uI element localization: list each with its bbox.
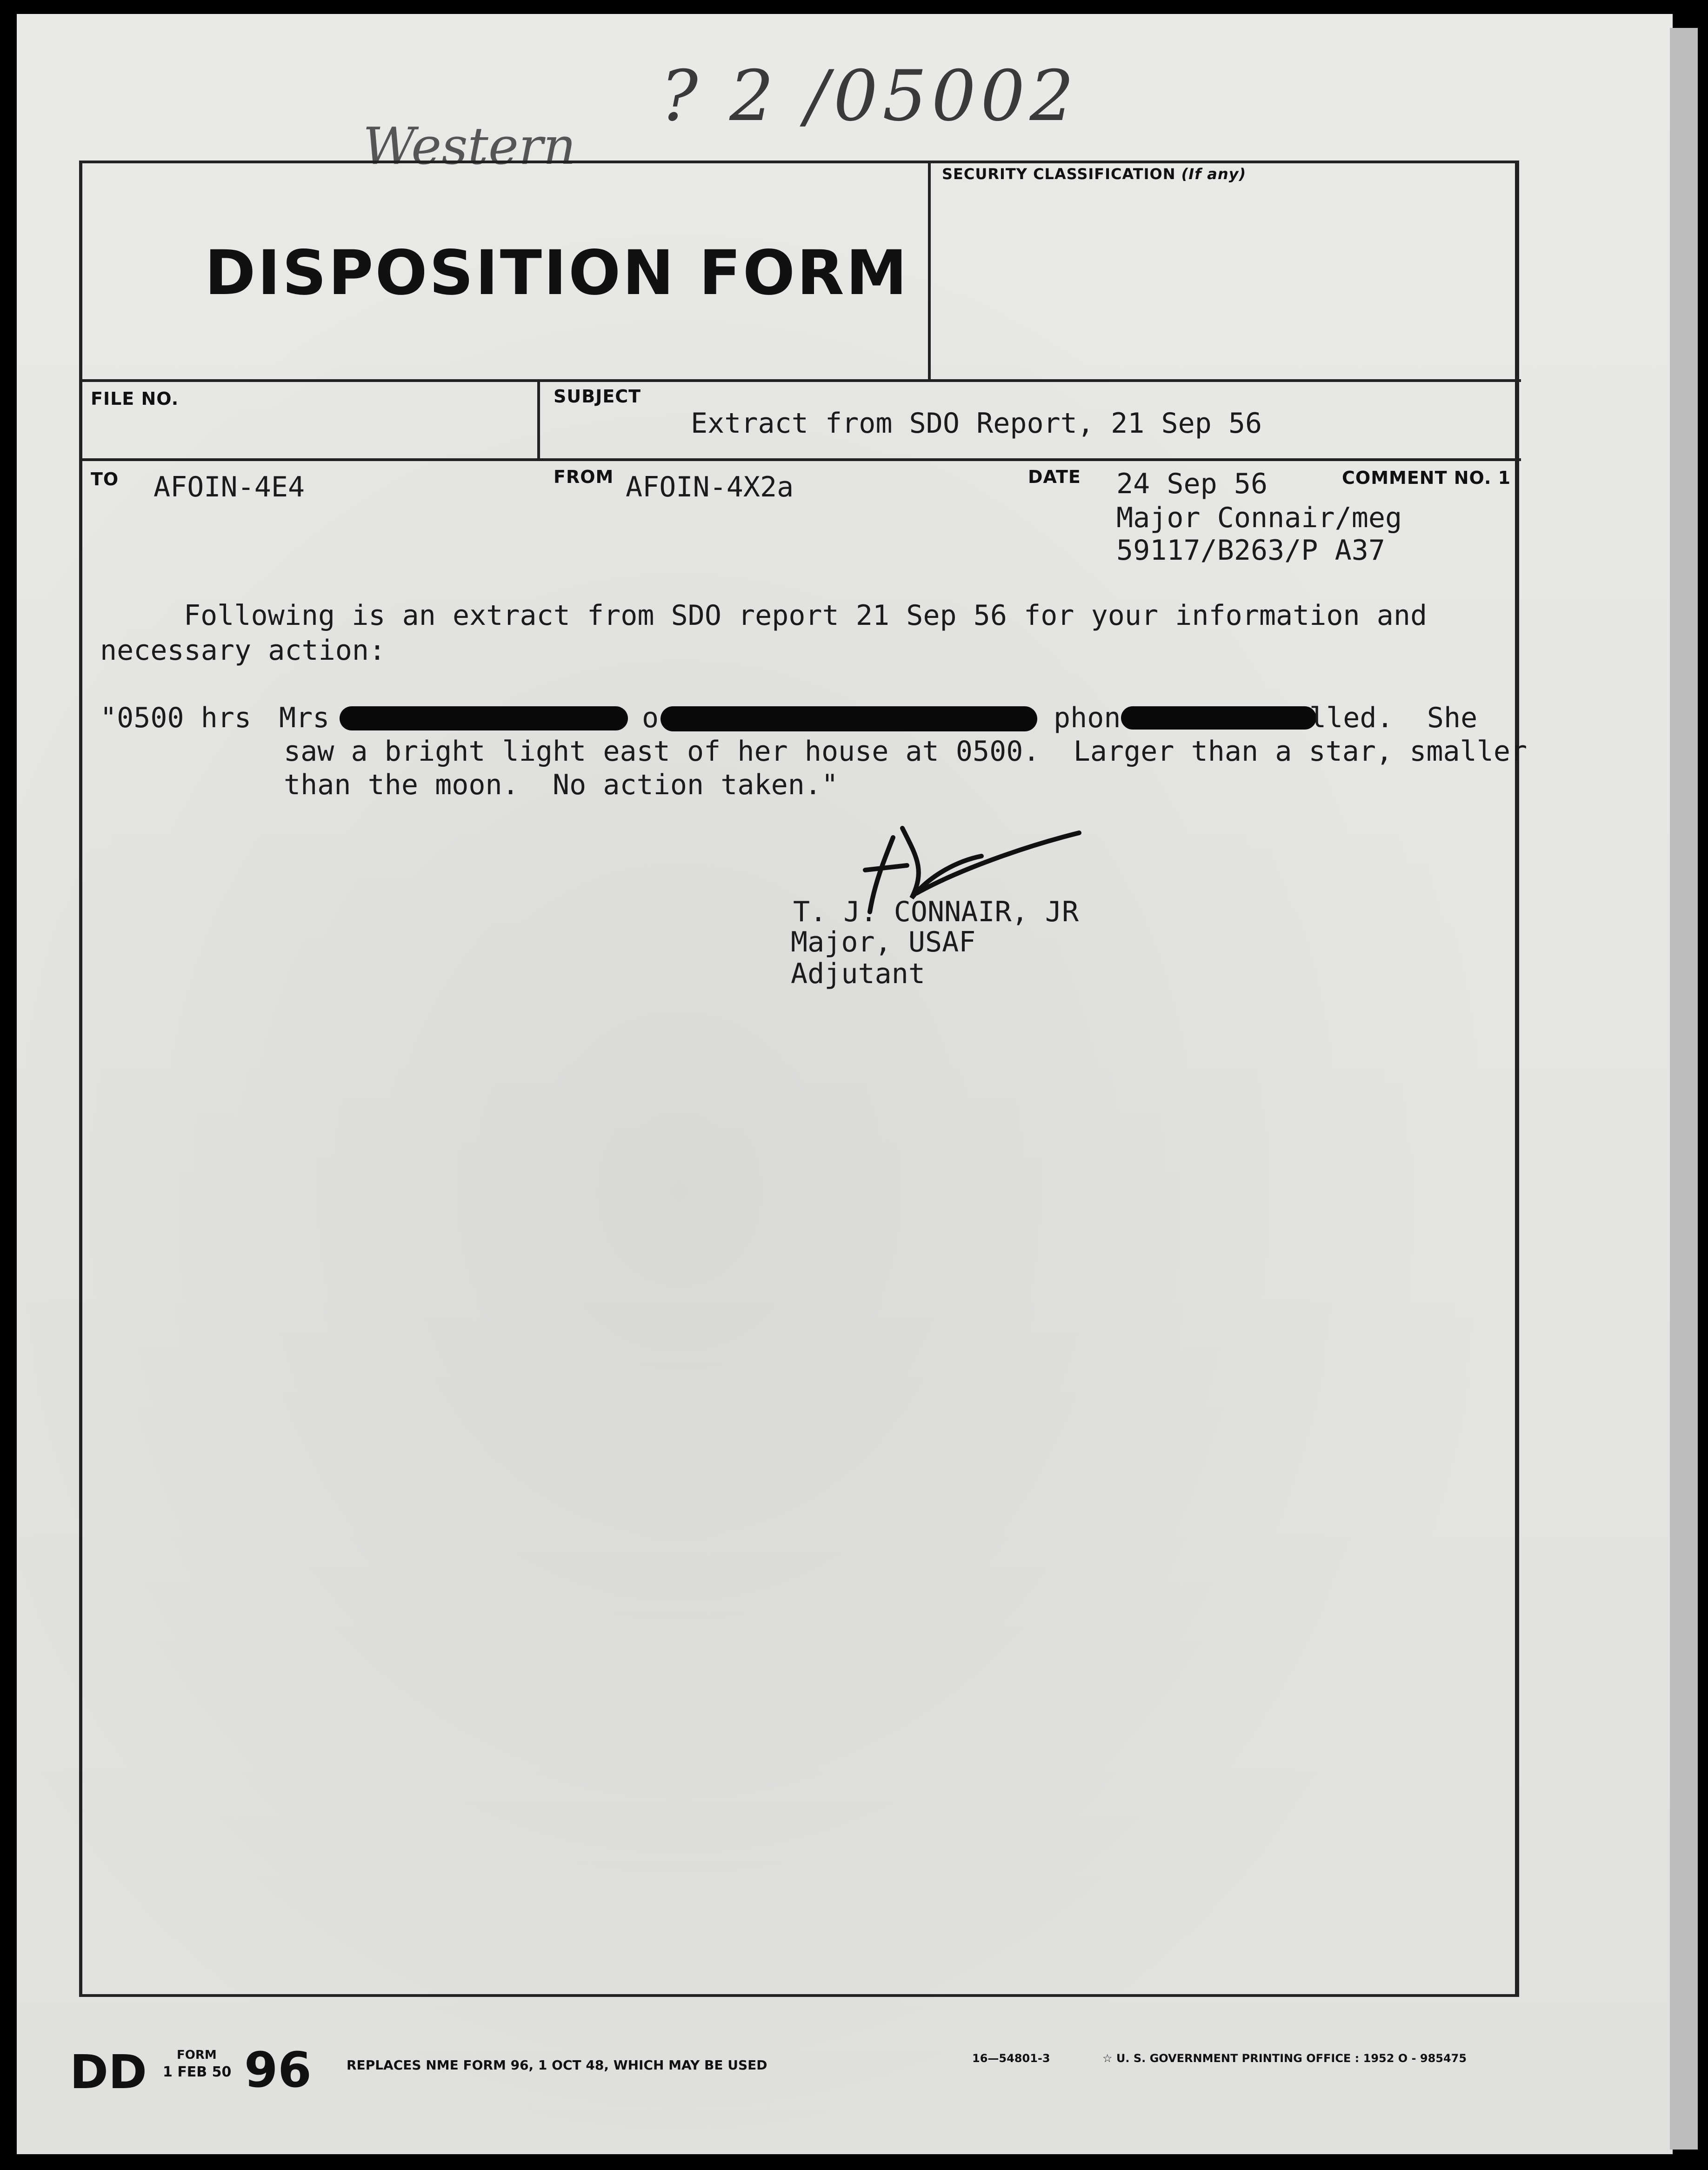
form-title: DISPOSITION FORM [205,237,909,309]
rule-under-subject [79,458,1521,461]
entry-line-3: than the moon. No action taken." [284,769,839,801]
entry-o: o [642,702,659,734]
date-label: DATE [1028,467,1081,487]
from-value: AFOIN-4X2a [626,471,794,503]
entry-mrs: Mrs [279,702,330,734]
footer-dd: DD [70,2045,147,2099]
paper-edge [1670,28,1698,2150]
redaction-address [661,706,1037,731]
signature-title: Adjutant [791,958,925,990]
redaction-phone [1121,706,1316,730]
rule-title-security-divider [928,161,931,381]
footer-replaces-note: REPLACES NME FORM 96, 1 OCT 48, WHICH MAY BE USED [347,2057,767,2073]
originator: Major Connair/meg [1116,502,1402,534]
entry-time: "0500 hrs [100,702,252,734]
file-no-label: FILE NO. [91,388,179,409]
footer-form-label: FORM [177,2048,217,2062]
entry-line-2: saw a bright light east of her house at 0500. Larger than a star, smaller [284,735,1528,768]
rule-under-title [79,379,1521,382]
redaction-name [340,706,628,730]
handwritten-initials: Western [363,116,576,176]
intro-line-1: Following is an extract from SDO report 21 Sep 56 for your information and [184,599,1428,632]
security-label-text: SECURITY CLASSIFICATION [942,165,1176,183]
to-label: TO [91,469,119,489]
rule-file-subject-divider [537,381,540,460]
footer-form-date: 1 FEB 50 [163,2064,232,2080]
security-classification-label [942,165,1246,183]
from-label: FROM [554,467,614,487]
signature-rank: Major, USAF [791,926,976,958]
footer-code: 16—54801-3 [972,2052,1050,2065]
to-value: AFOIN-4E4 [153,471,305,503]
comment-number-label: COMMENT NO. 1 [1342,468,1511,488]
entry-called: lled. She [1309,702,1478,734]
handwritten-file-number: ? 2 /05002 [661,56,1079,137]
intro-line-2: necessary action: [100,634,386,667]
entry-phon: phon [1054,702,1121,734]
subject-label: SUBJECT [554,386,641,407]
footer-form-number: 96 [244,2042,312,2098]
date-value: 24 Sep 56 [1116,468,1268,500]
signature-name: T. J. CONNAIR, JR [793,896,1079,928]
phone-reference: 59117/B263/P A37 [1116,534,1385,567]
subject-value: Extract from SDO Report, 21 Sep 56 [691,407,1262,440]
footer-gpo: ☆ U. S. GOVERNMENT PRINTING OFFICE : 1952 O - 985475 [1102,2052,1467,2065]
security-hint-text: (If any) [1181,165,1247,183]
